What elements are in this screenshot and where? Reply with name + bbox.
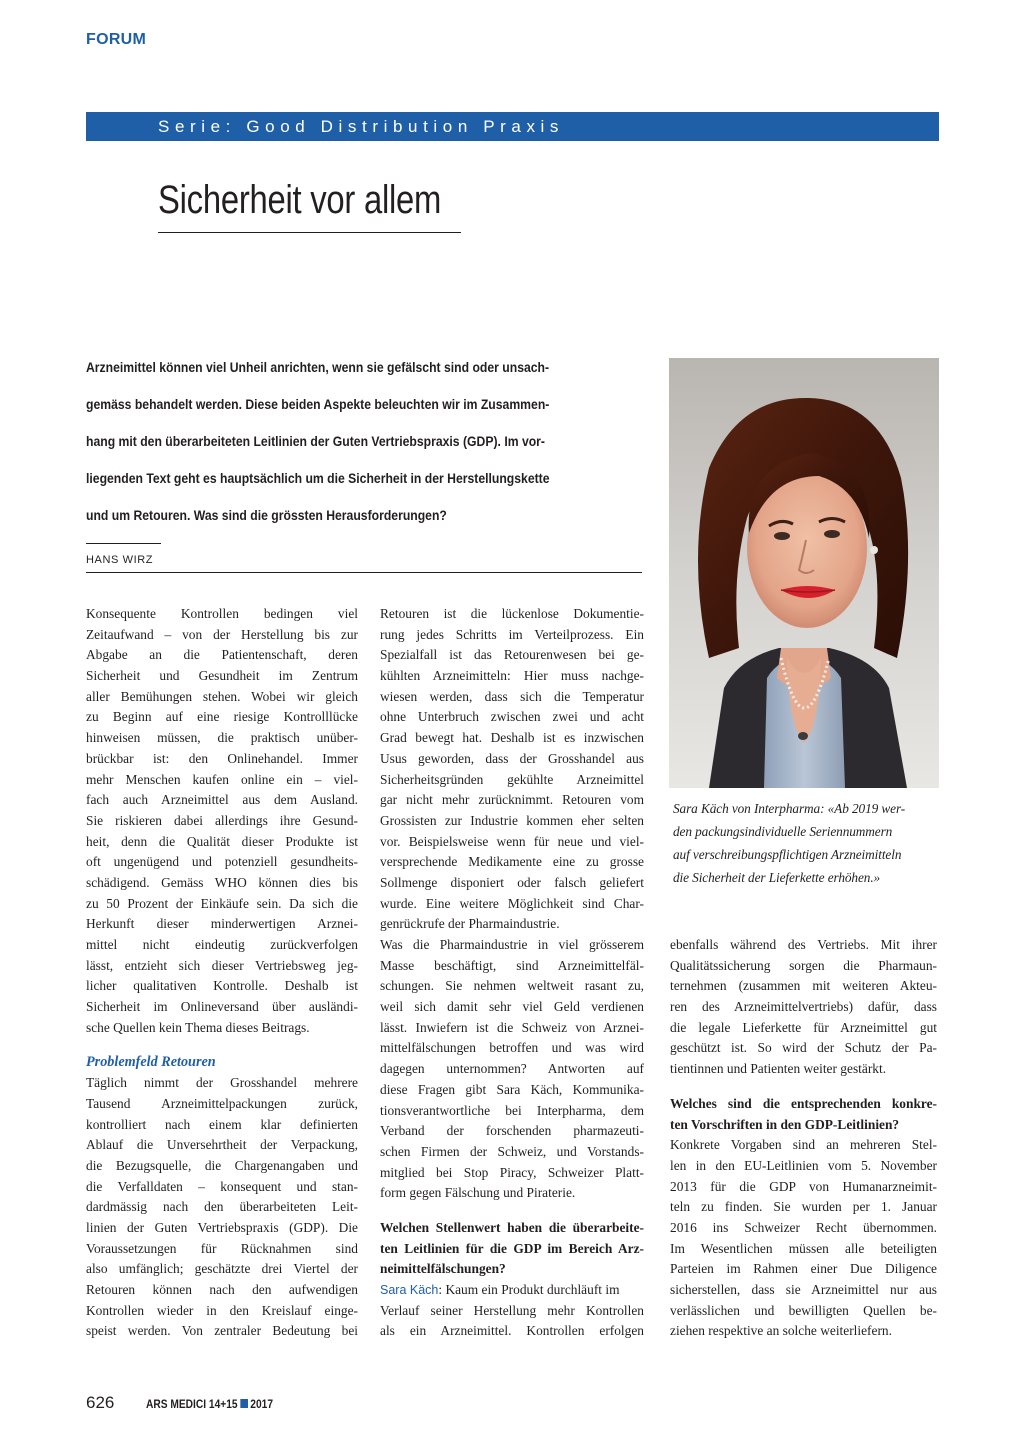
text-line: lässt. Inwiefern ist die Schweiz von Arznei- xyxy=(380,1019,644,1035)
text-line: Ablauf die Unversehrtheit der Verpackung, xyxy=(86,1137,358,1153)
text-line: Was die Pharmaindustrie in viel grösserem xyxy=(380,937,644,952)
answer-text: : Kaum ein Produkt durchläuft im xyxy=(438,1282,620,1297)
text-line: diese Fragen gibt Sara Käch, Kommunika- xyxy=(380,1081,644,1097)
text-line: kühlten Arzneimitteln: Hier muss nachge- xyxy=(380,668,644,684)
interview-question: Welches sind die entsprechenden konkre- xyxy=(670,1095,937,1111)
text-line: vor. Beispielsweise wenn für neue und viel- xyxy=(380,833,644,849)
text-line: also umfänglich; geschätzte drei Viertel der xyxy=(86,1261,358,1277)
caption-line: auf verschreibungspflichtigen Arzneimitteln xyxy=(673,847,902,862)
author-divider xyxy=(86,572,642,573)
text-line: sche Quellen kein Thema dieses Beitrags. xyxy=(86,1019,310,1035)
text-line: len in den EU-Leitlinien vom 5. November xyxy=(670,1157,937,1173)
text-column-1 xyxy=(86,604,358,1342)
text-line: Abgabe an die Patientenschaft, deren xyxy=(86,647,358,663)
text-line xyxy=(380,1280,644,1301)
text-line: fach auch Arzneimittel aus dem Ausland. xyxy=(86,792,358,808)
text-line: ohne Unterbruch zwischen zwei und acht xyxy=(380,709,644,725)
caption-line: den packungsindividuelle Seriennummern xyxy=(673,824,893,839)
text-line: kontrolliert nach einem klar definierten xyxy=(86,1116,358,1132)
text-line: dardmässig nach den überarbeiteten Leit- xyxy=(86,1199,358,1215)
text-line: mehr Menschen kaufen online ein – viel- xyxy=(86,771,358,787)
author-divider-top xyxy=(86,543,161,544)
journal-name: ARS MEDICI 14+15 xyxy=(146,1397,238,1411)
text-line: Sie riskieren dabei allerdings ihre Gesund- xyxy=(86,812,358,828)
lead-line: liegenden Text geht es hauptsächlich um die Sicherheit in der Herstellungskette xyxy=(86,471,550,487)
text-line: die Verfalldaten – konsequent und stan- xyxy=(86,1178,358,1194)
text-line: tientinnen und Patienten weiter gestärkt. xyxy=(670,1061,887,1077)
lead-line: Arzneimittel können viel Unheil anrichten, wenn sie gefälscht sind oder unsach- xyxy=(86,360,550,376)
section-label: FORUM xyxy=(86,31,147,48)
text-line: weil sich damit sehr viel Geld verdienen xyxy=(380,999,644,1015)
subheading: Problemfeld Retouren xyxy=(86,1054,216,1071)
text-line: ebenfalls während des Vertriebs. Mit ihrer xyxy=(670,937,937,952)
text-line: Masse beschäftigt, sind Arzneimittelfäl- xyxy=(380,957,644,973)
text-line: zu Beginn auf eine riesige Kontrolllücke xyxy=(86,709,358,725)
text-line: form gegen Fälschung und Piraterie. xyxy=(380,1185,576,1201)
journal-footer xyxy=(146,1397,273,1411)
text-line: ren des Arzneimittelvertriebs) dafür, dass xyxy=(670,999,937,1015)
lead-line: und um Retouren. Was sind die grössten Herausforderungen? xyxy=(86,508,447,524)
text-line: Konsequente Kontrollen bedingen viel xyxy=(86,606,358,621)
text-line: mittelfälschungen betroffen und was wird xyxy=(380,1040,644,1056)
text-line: geschützt ist. So wird der Schutz der Pa- xyxy=(670,1040,937,1056)
text-line: rung jedes Schritts im Verteilprozess. Ein xyxy=(380,626,644,642)
text-line: Retouren ist die lückenlose Dokumentie- xyxy=(380,606,644,621)
text-line: Sicherheit und Gesundheit im Zentrum xyxy=(86,668,358,684)
text-line: Konkrete Vorgaben sind an mehreren Stel- xyxy=(670,1137,937,1153)
text-line: mitglied bei Stop Piracy, Schweizer Platt- xyxy=(380,1164,644,1180)
author-byline: HANS WIRZ xyxy=(86,554,154,566)
text-line: 2013 für die GDP von Humanarzneimit- xyxy=(670,1178,937,1194)
text-line: licher qualitativen Kontrolle. Deshalb ist xyxy=(86,978,358,994)
lead-line: hang mit den überarbeiteten Leitlinien der Guten Vertriebspraxis (GDP). Im vor- xyxy=(86,434,545,450)
text-line: die Bezugsquelle, die Chargenangaben und xyxy=(86,1157,358,1173)
page-number: 626 xyxy=(86,1393,115,1412)
article-title: Sicherheit vor allem xyxy=(158,178,442,222)
series-title: Serie: Good Distribution Praxis xyxy=(158,117,565,136)
interviewee-name: Sara Käch xyxy=(380,1283,439,1297)
text-line: heit, denn die Qualität dieser Produkte ist xyxy=(86,833,358,849)
text-line: Qualitätssicherung sorgen die Pharmaun- xyxy=(670,957,937,973)
title-underline xyxy=(158,232,461,233)
text-line: 2016 ins Schweizer Recht übernommen. xyxy=(670,1219,937,1235)
text-line: Verlauf seiner Herstellung mehr Kontrollen xyxy=(380,1302,644,1318)
text-line: Sicherheit im Onlineversand über ausländi- xyxy=(86,999,358,1015)
square-bullet-icon xyxy=(240,1399,248,1408)
text-line: Täglich nimmt der Grosshandel mehrere xyxy=(86,1075,358,1091)
text-line: Verband der forschenden pharmazeuti- xyxy=(380,1123,644,1139)
text-line: Voraussetzungen für Rücknahmen sind xyxy=(86,1240,358,1256)
text-line: Usus geworden, dass der Grosshandel aus xyxy=(380,750,644,766)
text-line: Grossisten zur Industrie kommen eher selten xyxy=(380,812,644,828)
text-line: aller Bemühungen stehen. Wobei wir gleich xyxy=(86,688,358,704)
text-line: mittel nicht eindeutig zurückverfolgen xyxy=(86,937,358,952)
text-line: sicherstellen, dass sie Arzneimittel nur aus xyxy=(670,1282,937,1297)
text-line: Herkunft dieser minderwertigen Arznei- xyxy=(86,916,358,932)
text-line: die legale Lieferkette für Arzneimittel gut xyxy=(670,1019,937,1035)
text-line: oft ungenügend und potenziell gesundheits- xyxy=(86,854,358,870)
text-line: wurde. Eine weitere Möglichkeit sind Char- xyxy=(380,895,644,911)
interview-question: neimittelfälschungen? xyxy=(380,1261,506,1277)
text-line: speist werden. Von zentraler Bedeutung bei xyxy=(86,1323,358,1339)
portrait-photo xyxy=(669,358,939,788)
text-line: hinweisen müssen, die praktisch unüber- xyxy=(86,730,358,746)
interview-question: Welchen Stellenwert haben die überarbeite- xyxy=(380,1219,644,1235)
text-line: Zeitaufwand – von der Herstellung bis zur xyxy=(86,626,358,642)
text-line: schen Firmen der Schweiz, und Vorstands- xyxy=(380,1143,644,1159)
text-line: Im Wesentlichen müssen alle beteiligten xyxy=(670,1240,937,1256)
photo-caption xyxy=(673,797,941,889)
text-line: linien der Guten Vertriebspraxis (GDP). Die xyxy=(86,1219,358,1235)
text-line: Grad bewegt hat. Deshalb ist es inzwischen xyxy=(380,730,644,746)
interview-question: ten Leitlinien für die GDP im Bereich Arz- xyxy=(380,1240,644,1256)
text-line: genrückrufe der Pharmaindustrie. xyxy=(380,916,560,932)
caption-line: die Sicherheit der Lieferkette erhöhen.» xyxy=(673,870,881,885)
text-line: wiesen werden, dass sich die Temperatur xyxy=(380,688,644,704)
text-line: verlässlichen und bewilligten Quellen be- xyxy=(670,1302,937,1318)
text-column-3 xyxy=(670,935,937,1342)
text-line: lässt, entzieht sich dieser Vertriebsweg jeg- xyxy=(86,957,358,973)
series-banner xyxy=(86,112,939,141)
text-line: versprechende Medikamente eine zu grosse xyxy=(380,854,644,870)
text-line: ziehen respektive an solche weiterliefern. xyxy=(670,1323,892,1339)
text-line: Kontrollen wieder in den Kreislauf einge- xyxy=(86,1302,358,1318)
text-line: schungen. Sie nehmen weltweit rasant zu, xyxy=(380,978,644,994)
text-line: dagegen unternommen? Antworten auf xyxy=(380,1061,644,1077)
text-line: schädigend. Gemäss WHO können dies bis xyxy=(86,874,358,890)
text-line: ternehmen (zusammen mit weiteren Akteu- xyxy=(670,978,937,994)
caption-line: Sara Käch von Interpharma: «Ab 2019 wer- xyxy=(673,801,906,816)
text-line: Tausend Arzneimittelpackungen zurück, xyxy=(86,1095,358,1111)
text-line: Parteien im Rahmen einer Due Diligence xyxy=(670,1261,937,1277)
journal-year: 2017 xyxy=(250,1397,274,1411)
text-line: als ein Arzneimittel. Kontrollen erfolgen xyxy=(380,1323,644,1339)
lead-paragraph xyxy=(86,350,656,535)
lead-line: gemäss behandelt werden. Diese beiden Aspekte beleuchten wir im Zusammen- xyxy=(86,397,550,413)
text-line: Retouren können nach den aufwendigen xyxy=(86,1282,358,1297)
text-column-2 xyxy=(380,604,644,1342)
text-line: brückbar ist: den Onlinehandel. Immer xyxy=(86,750,358,766)
text-line: Spezialfall ist das Retourenwesen bei ge- xyxy=(380,647,644,663)
text-line: Sollmenge disponiert oder falsch geliefert xyxy=(380,874,644,890)
text-line: gar nicht mehr zurücknimmt. Retouren vom xyxy=(380,792,644,808)
text-line: Sicherheitsgründen gekühlte Arzneimittel xyxy=(380,771,644,787)
text-line: zu 50 Prozent der Einkäufe sein. Da sich die xyxy=(86,895,358,911)
text-line: tionsverantwortliche bei Interpharma, dem xyxy=(380,1102,644,1118)
interview-question: ten Vorschriften in den GDP-Leitlinien? xyxy=(670,1116,900,1132)
text-line: teln zu finden. Sie wurden per 1. Januar xyxy=(670,1199,937,1215)
